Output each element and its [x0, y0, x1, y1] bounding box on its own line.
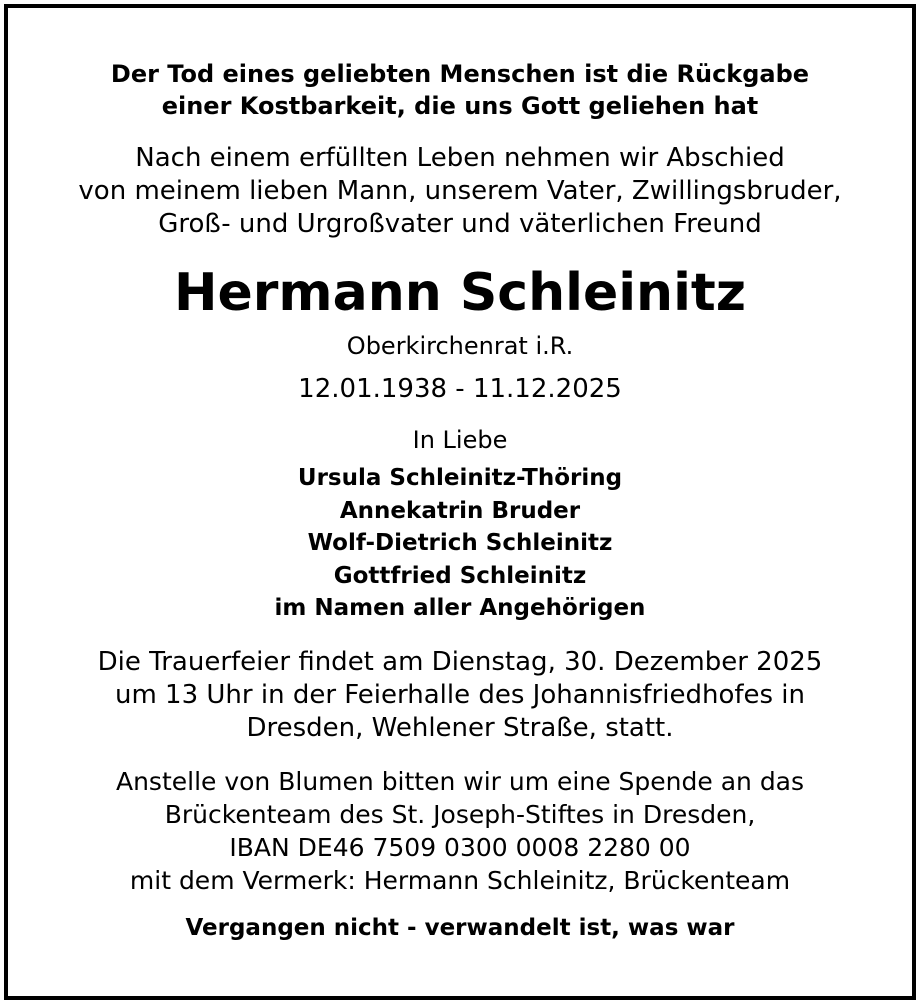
mourner-name: Wolf-Dietrich Schleinitz — [307, 530, 613, 556]
mourner-name: Annekatrin Bruder — [339, 497, 581, 524]
motto-quote — [0, 58, 920, 122]
mourners-relatives: im Namen aller Angehörigen — [274, 595, 646, 621]
mourner-name: Ursula Schleinitz-Thöring — [297, 465, 623, 491]
donation-line-2: Brückenteam des St. Joseph-Stiftes in Dresden, — [164, 800, 756, 829]
motto-line-2: einer Kostbarkeit, die uns Gott geliehen hat — [161, 92, 759, 120]
motto-line-1: Der Tod eines geliebten Menschen ist die Rückgabe — [110, 60, 810, 88]
mourner-name: Gottfried Schleinitz — [333, 562, 587, 589]
donation-iban: IBAN DE46 7509 0300 0008 2280 00 — [229, 833, 691, 862]
service-line-3: Dresden, Wehlener Straße, statt. — [246, 713, 674, 743]
donation-line-1: Anstelle von Blumen bitten wir um eine Spende an das — [115, 767, 805, 796]
service-line-1: Die Trauerfeier findet am Dienstag, 30. Dezember 2025 — [97, 647, 823, 677]
intro-line-2: von meinem lieben Mann, unserem Vater, Zwillingsbruder, — [78, 176, 842, 206]
deceased-title: Oberkirchenrat i.R. — [346, 332, 574, 360]
service-line-2: um 13 Uhr in der Feierhalle des Johannisfriedhofes in — [114, 680, 806, 710]
intro-line-1: Nach einem erfüllten Leben nehmen wir Abschied — [135, 143, 785, 173]
mourners-list — [0, 462, 920, 625]
intro-text — [0, 142, 920, 241]
donation-reference: mit dem Vermerk: Hermann Schleinitz, Brückenteam — [129, 866, 791, 895]
intro-line-3: Groß- und Urgroßvater und väterlichen Freund — [158, 209, 762, 239]
donation-info — [0, 765, 920, 897]
mourners-intro: In Liebe — [412, 426, 508, 454]
funeral-service-info — [0, 646, 920, 745]
life-dates: 12.01.1938 - 11.12.2025 — [298, 374, 622, 404]
closing-quote: Vergangen nicht - verwandelt ist, was war — [185, 915, 735, 941]
deceased-name: Hermann Schleinitz — [173, 263, 747, 323]
